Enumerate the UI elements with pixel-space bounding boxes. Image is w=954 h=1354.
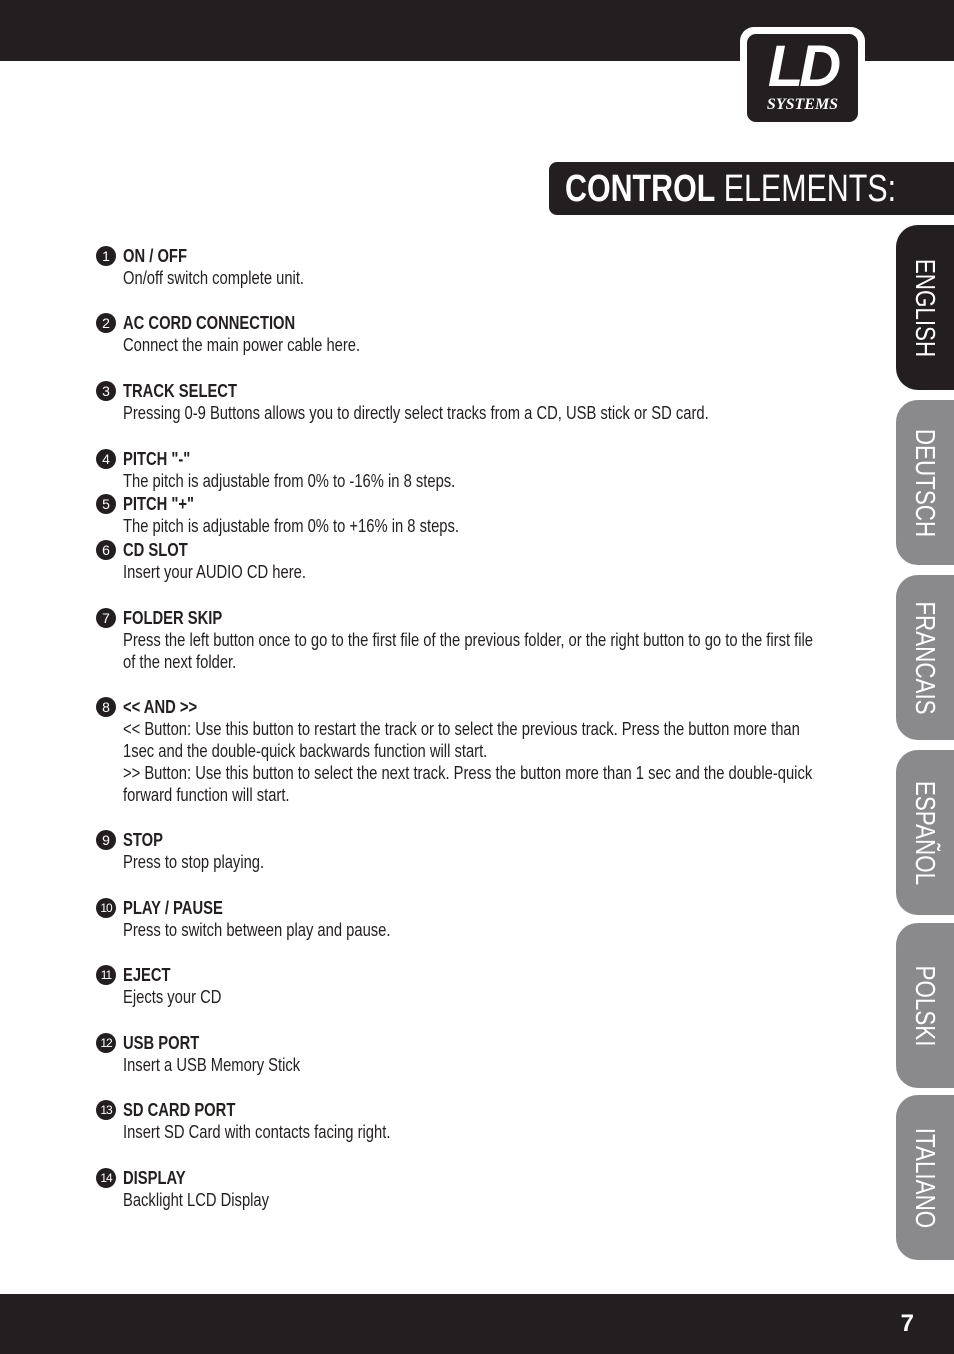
tab-label: ITALIANO xyxy=(910,1127,941,1228)
number-badge: 4 xyxy=(96,449,116,469)
item-description: Connect the main power cable here. xyxy=(123,335,361,355)
item-title: PITCH "-" xyxy=(123,449,191,469)
number-badge: 2 xyxy=(96,313,116,333)
item-description: The pitch is adjustable from 0% to -16% in 8 steps. xyxy=(123,471,456,491)
number-badge: 7 xyxy=(96,608,116,628)
language-tab-2[interactable] xyxy=(896,400,954,565)
number-badge: 6 xyxy=(96,540,116,560)
item-description: Insert your AUDIO CD here. xyxy=(123,562,306,582)
item-title: PLAY / PAUSE xyxy=(123,898,223,918)
page-number: 7 xyxy=(900,1310,914,1337)
item-description: Press to stop playing. xyxy=(123,852,265,872)
logo-subtext: SYSTEMS xyxy=(766,96,839,113)
item-title: USB PORT xyxy=(123,1033,200,1053)
number-badge: 5 xyxy=(96,494,116,514)
number-badge: 14 xyxy=(96,1168,116,1188)
ld-systems-logo xyxy=(740,27,865,127)
item-title: << AND >> xyxy=(123,697,198,717)
language-tab-3[interactable] xyxy=(896,575,954,740)
item-title: EJECT xyxy=(123,965,171,985)
item-description: The pitch is adjustable from 0% to +16% in 8 steps. xyxy=(123,516,459,536)
item-description: On/off switch complete unit. xyxy=(123,268,305,288)
tab-label: FRANCAIS xyxy=(910,600,941,715)
logo-text: LD xyxy=(767,34,838,99)
number-badge: 8 xyxy=(96,697,116,717)
number-badge: 1 xyxy=(96,246,116,266)
item-title: TRACK SELECT xyxy=(123,381,237,401)
language-tab-4[interactable] xyxy=(896,750,954,915)
item-description: Ejects your CD xyxy=(123,987,222,1007)
item-title: FOLDER SKIP xyxy=(123,608,223,628)
number-badge: 12 xyxy=(96,1033,116,1053)
footer-bar xyxy=(0,1294,954,1354)
item-title: STOP xyxy=(123,830,163,850)
number-badge: 11 xyxy=(96,965,116,985)
language-tab-6[interactable] xyxy=(896,1095,954,1260)
item-title: PITCH "+" xyxy=(123,494,195,514)
item-title: ON / OFF xyxy=(123,246,187,266)
tab-label: ENGLISH xyxy=(910,258,941,357)
number-badge: 9 xyxy=(96,830,116,850)
item-description: Press the left button once to go to the first file of the previous folder, or the right button to go to the first file of the next folder. xyxy=(123,630,814,672)
number-badge: 10 xyxy=(96,898,116,918)
item-title: AC CORD CONNECTION xyxy=(123,313,296,333)
tab-label: DEUTSCH xyxy=(910,428,941,537)
language-tab-1[interactable] xyxy=(896,225,954,390)
item-description: Insert a USB Memory Stick xyxy=(123,1055,301,1075)
item-description: Backlight LCD Display xyxy=(123,1190,270,1210)
item-title: DISPLAY xyxy=(123,1168,186,1188)
item-description: Pressing 0-9 Buttons allows you to directly select tracks from a CD, USB stick or SD card. xyxy=(123,403,709,423)
tab-label: POLSKI xyxy=(910,965,941,1046)
title-bold: CONTROL xyxy=(565,168,716,210)
item-description: Insert SD Card with contacts facing right. xyxy=(123,1122,391,1142)
section-title xyxy=(549,162,954,215)
item-title: CD SLOT xyxy=(123,540,188,560)
title-light: ELEMENTS: xyxy=(723,168,897,210)
item-title: SD CARD PORT xyxy=(123,1100,236,1120)
language-tab-5[interactable] xyxy=(896,923,954,1088)
item-description: << Button: Use this button to restart the track or to select the previous track. Press the button more than 1sec and the double-quick backwards function will start. >> Button: Use this button to select the next track. Press the button more than 1 sec and the double-quick forward function will start. xyxy=(123,719,813,805)
tab-label: ESPAÑOL xyxy=(910,780,941,885)
number-badge: 13 xyxy=(96,1100,116,1120)
number-badge: 3 xyxy=(96,381,116,401)
item-description: Press to switch between play and pause. xyxy=(123,920,391,940)
